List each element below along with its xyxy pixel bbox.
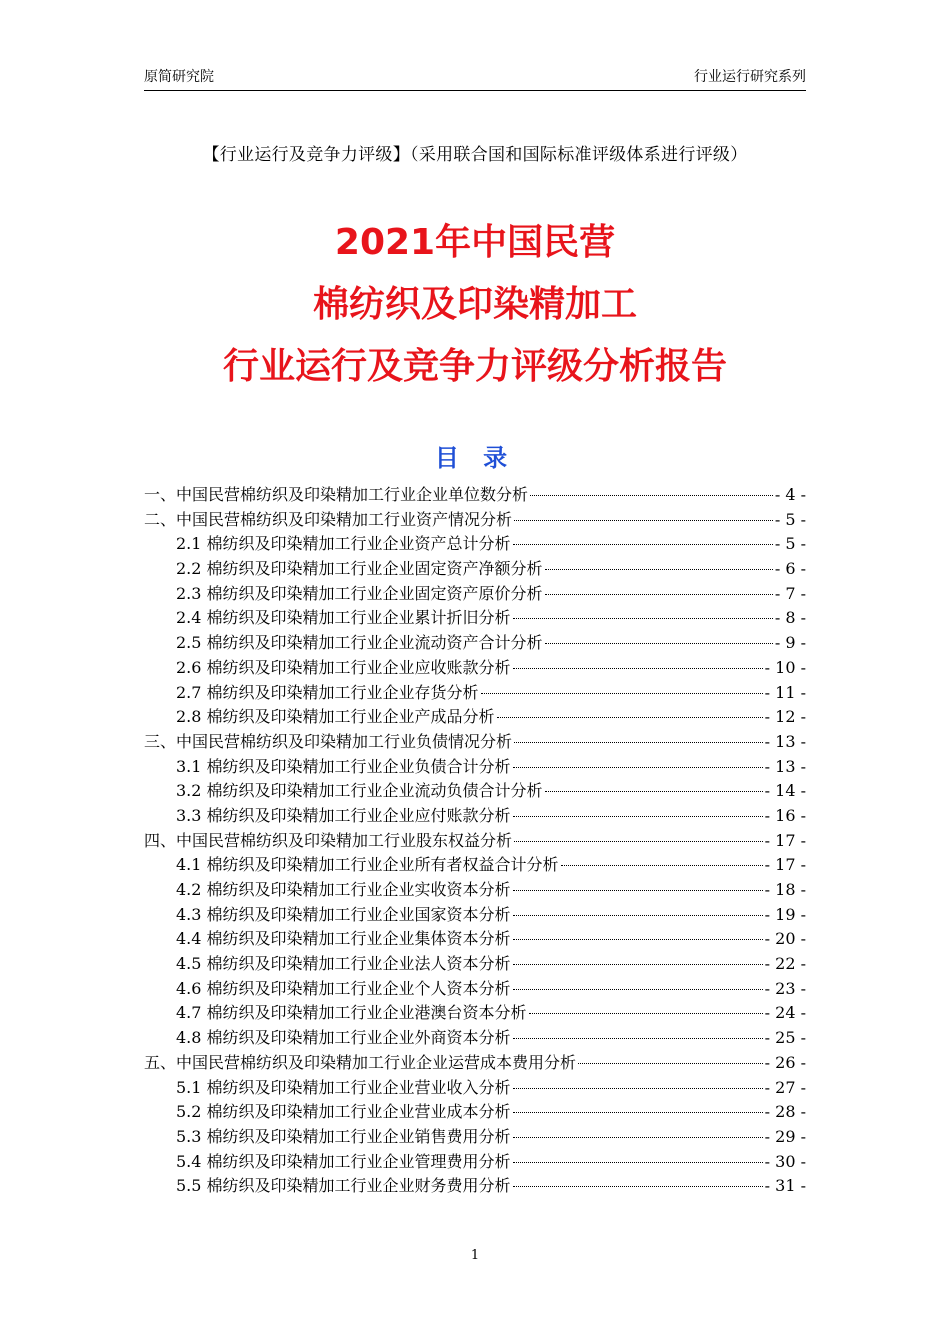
toc-entry[interactable] xyxy=(144,483,806,508)
toc-entry[interactable] xyxy=(144,508,806,533)
toc-entry-page: - 19 - xyxy=(764,904,806,924)
toc-entry-page: - 13 - xyxy=(764,756,806,776)
toc-heading: 目 录 xyxy=(434,444,516,472)
toc-entry-label: 5.1 棉纺织及印染精加工行业企业营业收入分析 xyxy=(176,1077,511,1097)
toc-entry-label: 3.3 棉纺织及印染精加工行业企业应付账款分析 xyxy=(176,805,511,825)
toc-entry-page: - 9 - xyxy=(774,633,806,653)
toc-entry-label: 2.3 棉纺织及印染精加工行业企业固定资产原价分析 xyxy=(176,583,543,603)
toc-entry[interactable] xyxy=(144,705,806,730)
toc-leader-dots xyxy=(513,1136,763,1138)
toc-entry-label: 3.1 棉纺织及印染精加工行业企业负债合计分析 xyxy=(176,756,511,776)
toc-leader-dots xyxy=(561,864,763,866)
toc-entry-page: - 17 - xyxy=(764,830,806,850)
title-line-2: 棉纺织及印染精加工 xyxy=(312,284,637,325)
header-org: 原简研究院 xyxy=(144,69,214,85)
toc-entry-label: 5.5 棉纺织及印染精加工行业企业财务费用分析 xyxy=(176,1176,511,1196)
toc-entry-label: 3.2 棉纺织及印染精加工行业企业流动负债合计分析 xyxy=(176,781,543,801)
toc-entry-page: - 6 - xyxy=(774,559,806,579)
toc-entry-label: 5.2 棉纺织及印染精加工行业企业营业成本分析 xyxy=(176,1102,511,1122)
toc-entry-page: - 31 - xyxy=(764,1176,806,1196)
toc-entry-label: 5.4 棉纺织及印染精加工行业企业管理费用分析 xyxy=(176,1151,511,1171)
toc-entry-page: - 12 - xyxy=(764,707,806,727)
toc-entry-label: 2.7 棉纺织及印染精加工行业企业存货分析 xyxy=(176,682,479,702)
report-title xyxy=(0,212,950,398)
toc-entry[interactable] xyxy=(144,582,806,607)
toc-entry-page: - 20 - xyxy=(764,929,806,949)
toc-entry-page: - 29 - xyxy=(764,1126,806,1146)
toc-entry[interactable] xyxy=(144,779,806,804)
toc-entry-label: 4.1 棉纺织及印染精加工行业企业所有者权益合计分析 xyxy=(176,855,559,875)
toc-entry[interactable] xyxy=(144,903,806,928)
toc-entry-page: - 8 - xyxy=(774,608,806,628)
toc-leader-dots xyxy=(513,963,763,965)
toc-entry-label: 2.5 棉纺织及印染精加工行业企业流动资产合计分析 xyxy=(176,633,543,653)
toc-entry-page: - 18 - xyxy=(764,880,806,899)
toc-entry-page: - 14 - xyxy=(764,781,806,801)
toc-entry[interactable] xyxy=(144,977,806,1002)
toc-entry-page: - 23 - xyxy=(764,978,806,998)
toc-leader-dots xyxy=(514,519,773,521)
toc-entry-label: 4.5 棉纺织及印染精加工行业企业法人资本分析 xyxy=(176,954,511,974)
toc-entry-page: - 28 - xyxy=(764,1102,806,1122)
toc-entry[interactable] xyxy=(144,532,806,557)
toc-entry[interactable] xyxy=(144,853,806,878)
toc-entry[interactable] xyxy=(144,730,806,755)
toc-entry[interactable] xyxy=(144,804,806,829)
toc-leader-dots xyxy=(545,568,773,570)
toc-entry-page: - 5 - xyxy=(774,509,806,529)
toc-leader-dots xyxy=(514,741,763,743)
toc-leader-dots xyxy=(578,1062,763,1064)
toc-entry-label: 二、中国民营棉纺织及印染精加工行业资产情况分析 xyxy=(144,509,513,529)
toc-leader-dots xyxy=(513,889,763,891)
toc-entry-label: 四、中国民营棉纺织及印染精加工行业股东权益分析 xyxy=(144,830,513,850)
toc-leader-dots xyxy=(513,766,763,768)
toc-entry-label: 5.3 棉纺织及印染精加工行业企业销售费用分析 xyxy=(176,1126,511,1146)
toc-entry-label: 4.7 棉纺织及印染精加工行业企业港澳台资本分析 xyxy=(176,1003,527,1023)
toc-entry-label: 2.8 棉纺织及印染精加工行业企业产成品分析 xyxy=(176,707,495,727)
toc-entry[interactable] xyxy=(144,1150,806,1175)
toc-leader-dots xyxy=(545,593,773,595)
toc-leader-dots xyxy=(513,1037,763,1039)
toc-entry-page: - 16 - xyxy=(764,805,806,825)
toc-entry[interactable] xyxy=(144,1174,806,1199)
toc-leader-dots xyxy=(530,494,773,496)
table-of-contents xyxy=(144,483,806,1199)
toc-entry[interactable] xyxy=(144,656,806,681)
toc-leader-dots xyxy=(529,1012,763,1014)
toc-leader-dots xyxy=(513,617,773,619)
toc-entry[interactable] xyxy=(144,681,806,706)
toc-entry-label: 五、中国民营棉纺织及印染精加工行业企业运营成本费用分析 xyxy=(144,1052,577,1072)
toc-leader-dots xyxy=(545,790,763,792)
toc-leader-dots xyxy=(481,692,763,694)
toc-leader-dots xyxy=(513,815,763,817)
toc-entry-page: - 27 - xyxy=(764,1077,806,1097)
toc-leader-dots xyxy=(513,938,763,940)
toc-leader-dots xyxy=(513,543,773,545)
toc-leader-dots xyxy=(513,1185,763,1187)
toc-leader-dots xyxy=(513,667,763,669)
toc-leader-dots xyxy=(513,914,763,916)
toc-entry-label: 4.6 棉纺织及印染精加工行业企业个人资本分析 xyxy=(176,978,511,998)
toc-entry[interactable] xyxy=(144,631,806,656)
toc-entry-page: - 5 - xyxy=(774,534,806,554)
toc-entry-page: - 7 - xyxy=(774,583,806,603)
toc-entry-page: - 22 - xyxy=(764,954,806,974)
toc-entry-page: - 17 - xyxy=(764,855,806,875)
toc-entry[interactable] xyxy=(144,1026,806,1051)
toc-entry[interactable] xyxy=(144,878,806,903)
title-line-3: 行业运行及竞争力评级分析报告 xyxy=(222,346,727,387)
toc-entry-label: 三、中国民营棉纺织及印染精加工行业负债情况分析 xyxy=(144,731,513,751)
toc-entry-label: 4.8 棉纺织及印染精加工行业企业外商资本分析 xyxy=(176,1028,511,1048)
toc-leader-dots xyxy=(514,840,763,842)
report-subtitle: 【行业运行及竞争力评级】（采用联合国和国际标准评级体系进行评级） xyxy=(202,145,748,165)
toc-entry-page: - 30 - xyxy=(764,1151,806,1171)
toc-leader-dots xyxy=(513,1087,763,1089)
toc-entry-page: - 4 - xyxy=(774,485,806,504)
page-number: 1 xyxy=(470,1248,480,1263)
page-header xyxy=(144,66,806,91)
toc-entry[interactable] xyxy=(144,1076,806,1101)
toc-entry-label: 2.2 棉纺织及印染精加工行业企业固定资产净额分析 xyxy=(176,559,543,579)
toc-entry-label: 4.4 棉纺织及印染精加工行业企业集体资本分析 xyxy=(176,929,511,949)
toc-entry-page: - 13 - xyxy=(764,731,806,751)
toc-entry[interactable] xyxy=(144,557,806,582)
toc-entry[interactable] xyxy=(144,829,806,854)
toc-entry[interactable] xyxy=(144,606,806,631)
toc-entry-label: 2.4 棉纺织及印染精加工行业企业累计折旧分析 xyxy=(176,608,511,628)
toc-leader-dots xyxy=(513,988,763,990)
toc-entry[interactable] xyxy=(144,927,806,952)
toc-entry[interactable] xyxy=(144,952,806,977)
toc-leader-dots xyxy=(513,1161,763,1163)
toc-entry-label: 一、中国民营棉纺织及印染精加工行业企业单位数分析 xyxy=(144,485,529,504)
toc-entry-label: 4.2 棉纺织及印染精加工行业企业实收资本分析 xyxy=(176,880,511,899)
title-line-1: 2021年中国民营 xyxy=(334,222,616,263)
toc-entry-label: 4.3 棉纺织及印染精加工行业企业国家资本分析 xyxy=(176,904,511,924)
toc-entry-page: - 10 - xyxy=(764,657,806,677)
toc-entry-page: - 25 - xyxy=(764,1028,806,1048)
toc-entry-label: 2.6 棉纺织及印染精加工行业企业应收账款分析 xyxy=(176,657,511,677)
toc-leader-dots xyxy=(545,642,773,644)
toc-entry[interactable] xyxy=(144,1100,806,1125)
toc-entry-page: - 11 - xyxy=(764,682,806,702)
toc-entry[interactable] xyxy=(144,1001,806,1026)
toc-entry-page: - 24 - xyxy=(764,1003,806,1023)
toc-entry-page: - 26 - xyxy=(764,1052,806,1072)
header-series: 行业运行研究系列 xyxy=(694,69,806,85)
toc-leader-dots xyxy=(513,1111,763,1113)
toc-leader-dots xyxy=(497,716,763,718)
toc-entry[interactable] xyxy=(144,1051,806,1076)
toc-entry[interactable] xyxy=(144,755,806,780)
toc-entry-label: 2.1 棉纺织及印染精加工行业企业资产总计分析 xyxy=(176,534,511,554)
toc-entry[interactable] xyxy=(144,1125,806,1150)
